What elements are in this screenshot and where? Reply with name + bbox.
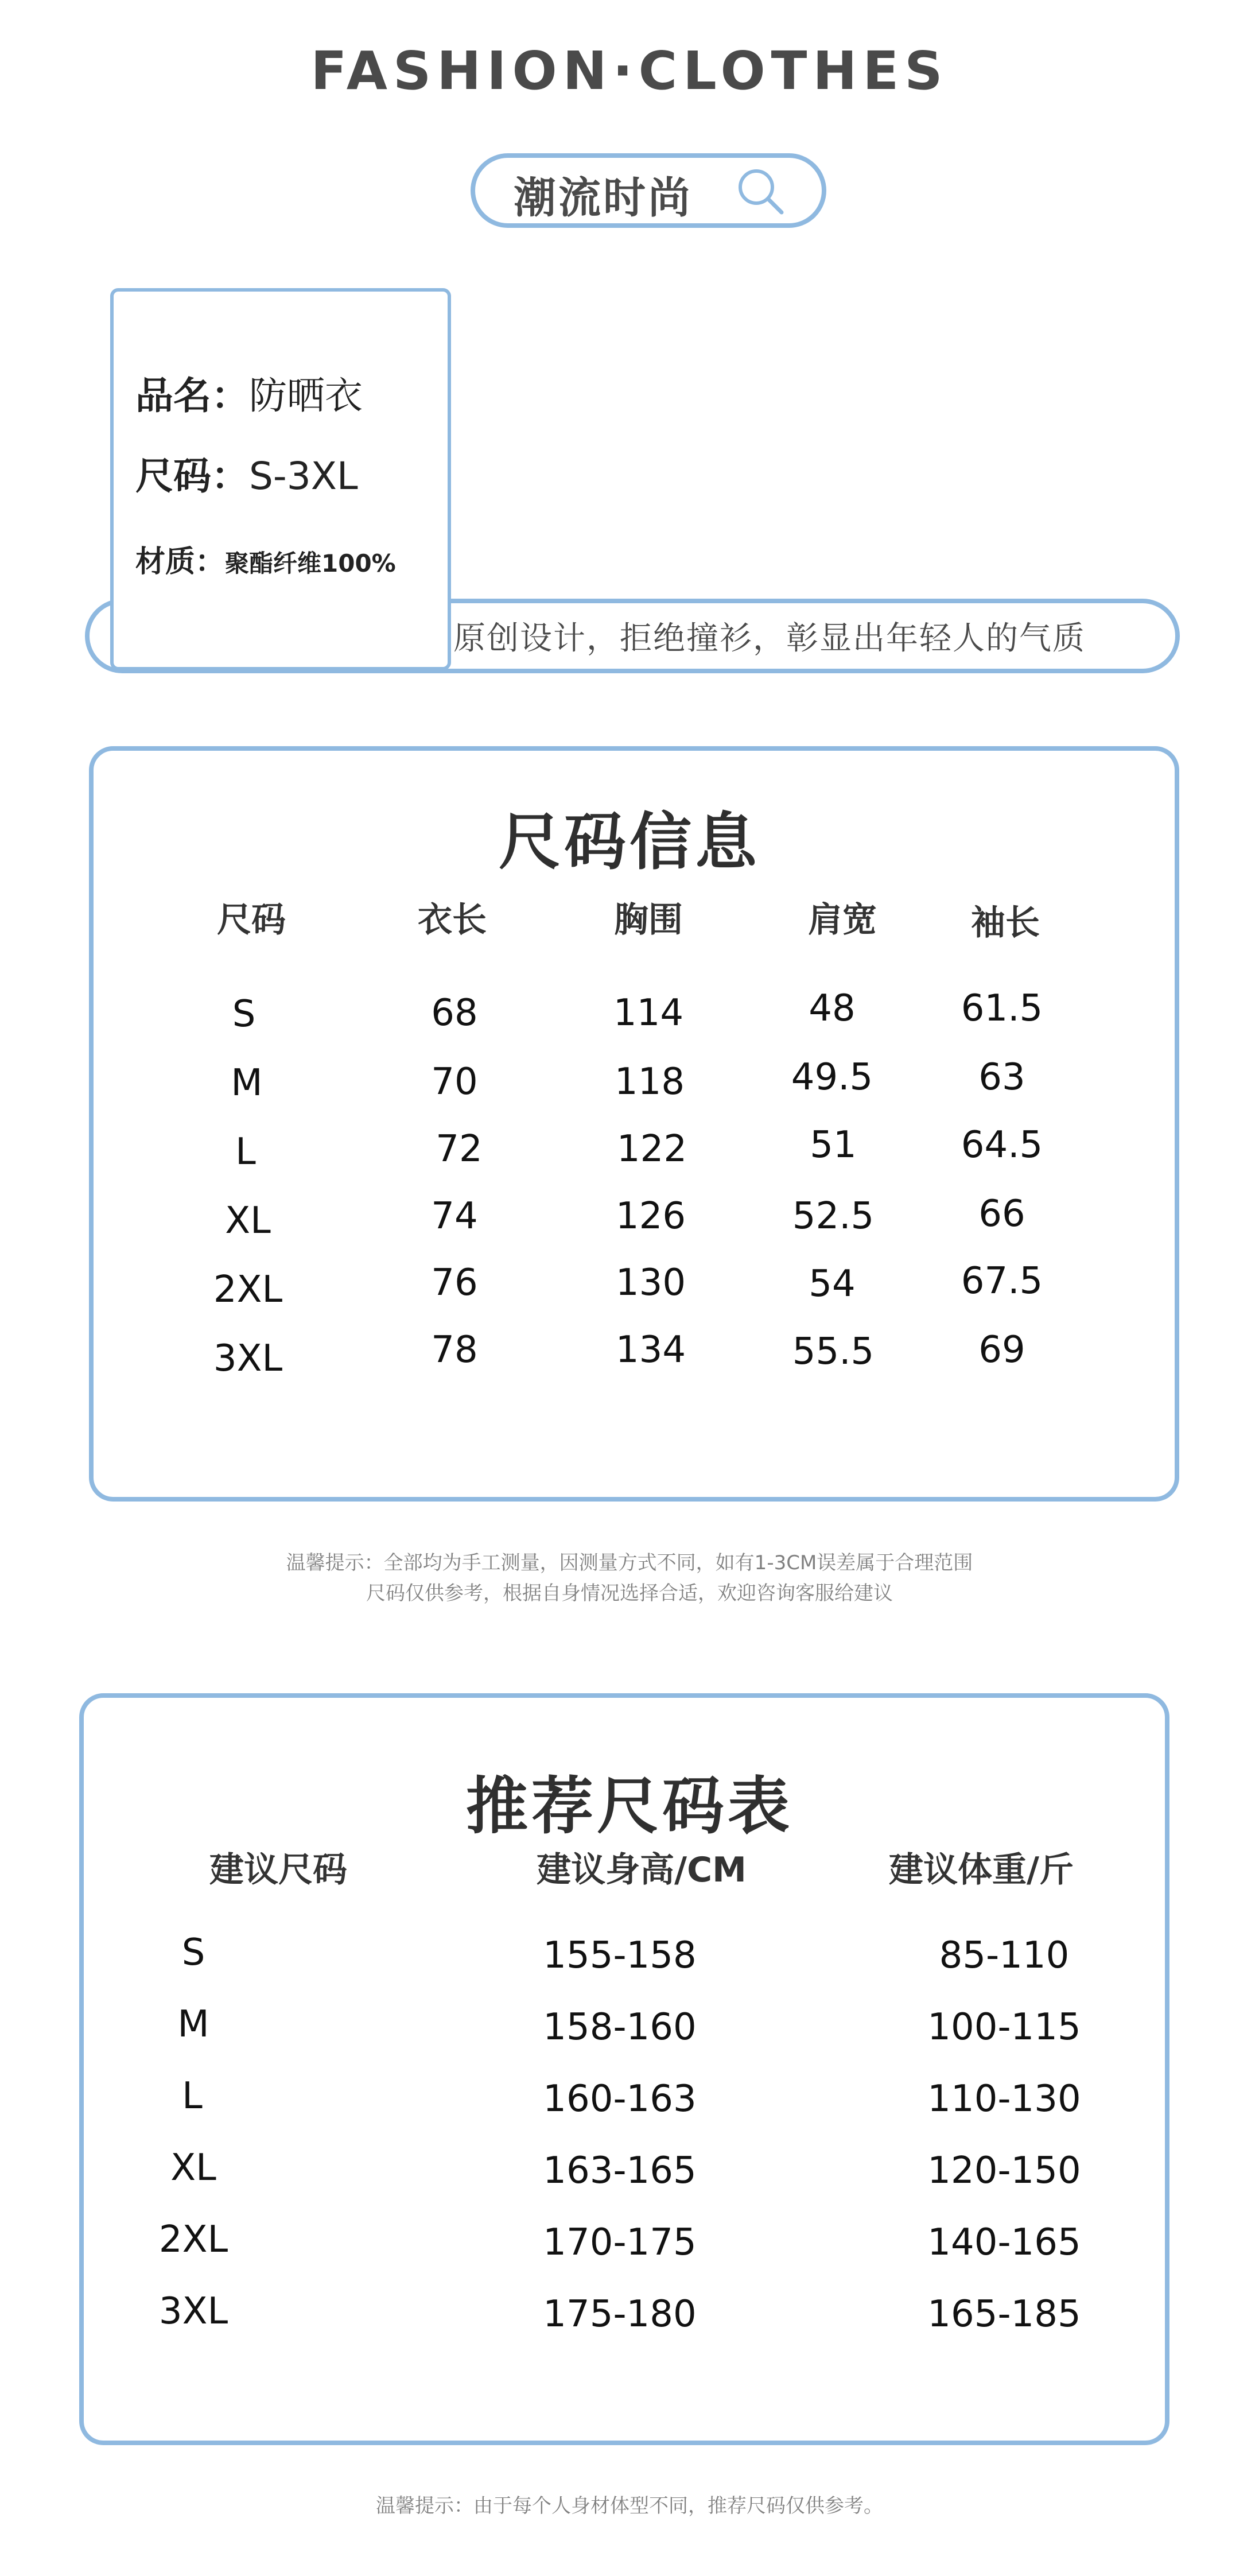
product-name-value: 防晒衣 [249,374,363,418]
size-header-chest: 胸围 [614,900,683,940]
size-cell: L [235,1131,256,1173]
size-cell: 61.5 [961,987,1043,1030]
size-cell: 130 [615,1262,686,1304]
product-material-label: 材质： [135,545,226,579]
size-cell: 126 [615,1195,686,1237]
recommend-cell: 2XL [158,2218,228,2261]
recommend-cell: L [182,2075,203,2117]
recommend-cell: 110-130 [927,2078,1081,2120]
size-cell: 66 [978,1193,1025,1235]
size-header-size: 尺码 [217,900,286,940]
recommend-header-weight: 建议体重/斤 [889,1850,1074,1890]
recommend-cell: 155-158 [543,1934,697,1977]
size-cell: 51 [810,1124,857,1166]
recommend-header-height: 建议身高/CM [537,1850,747,1890]
product-name-label: 品名： [135,374,249,418]
recommend-note: 温馨提示：由于每个人身材体型不同，推荐尺码仅供参考。 [376,2494,883,2517]
size-cell: 67.5 [961,1260,1043,1302]
size-cell: 48 [809,987,856,1030]
slogan-text: 原创设计，拒绝撞衫，彰显出年轻人的气质 [453,620,1086,657]
size-cell: 64.5 [961,1124,1043,1166]
size-cell: 63 [978,1056,1025,1099]
recommend-cell: XL [170,2147,216,2189]
size-note-line-2: 尺码仅供参考，根据自身情况选择合适，欢迎咨询客服给建议 [366,1582,893,1605]
size-cell: 70 [431,1061,478,1103]
product-material-row [135,537,396,580]
recommend-cell: 3XL [158,2290,228,2333]
recommend-cell: 158-160 [543,2006,697,2049]
size-cell: 68 [431,992,478,1034]
size-header-shoulder: 肩宽 [808,900,877,940]
size-cell: S [232,993,256,1035]
size-cell: 74 [431,1195,478,1237]
size-cell: 2XL [213,1268,283,1311]
recommend-cell: 120-150 [927,2150,1081,2192]
product-size-row [135,445,358,500]
size-header-sleeve: 袖长 [971,903,1040,943]
recommend-cell: 170-175 [543,2221,697,2264]
product-info-card [110,288,451,670]
recommend-cell: 85-110 [939,1934,1070,1977]
size-cell: 134 [615,1329,686,1371]
size-cell: 72 [436,1128,483,1170]
search-label: 潮流时尚 [514,173,693,223]
size-cell: 78 [431,1329,478,1371]
brand-title: FASHION·CLOTHES [310,40,949,102]
size-info-title: 尺码信息 [498,806,760,878]
recommend-size-title: 推荐尺码表 [465,1771,793,1842]
size-cell: 54 [809,1263,856,1305]
size-cell: 76 [431,1262,478,1304]
recommend-cell: 175-180 [543,2293,697,2336]
recommend-header-size: 建议尺码 [209,1850,347,1890]
recommend-cell: S [181,1931,205,1974]
recommend-cell: 100-115 [927,2006,1081,2049]
size-cell: XL [225,1200,271,1242]
size-cell: 122 [616,1128,687,1170]
recommend-cell: 140-165 [927,2221,1081,2264]
size-header-length: 衣长 [418,900,487,940]
recommend-cell: 165-185 [927,2293,1081,2336]
product-size-value: S-3XL [249,454,358,498]
recommend-cell: 163-165 [543,2150,697,2192]
product-name-row [135,365,363,420]
size-note-line-1: 温馨提示：全部均为手工测量，因测量方式不同，如有1-3CM误差属于合理范围 [286,1551,973,1574]
size-cell: 55.5 [792,1330,875,1373]
recommend-cell: M [177,2003,209,2046]
size-cell: 52.5 [792,1195,875,1237]
size-cell: M [231,1062,263,1104]
size-cell: 3XL [213,1337,283,1380]
product-material-value: 聚酯纤维100% [225,549,396,577]
size-cell: 118 [614,1061,685,1103]
recommend-cell: 160-163 [543,2078,697,2120]
search-icon[interactable] [735,165,786,217]
size-cell: 49.5 [791,1056,873,1099]
size-cell: 69 [978,1329,1025,1371]
size-cell: 114 [613,992,684,1034]
product-size-label: 尺码： [135,454,249,498]
